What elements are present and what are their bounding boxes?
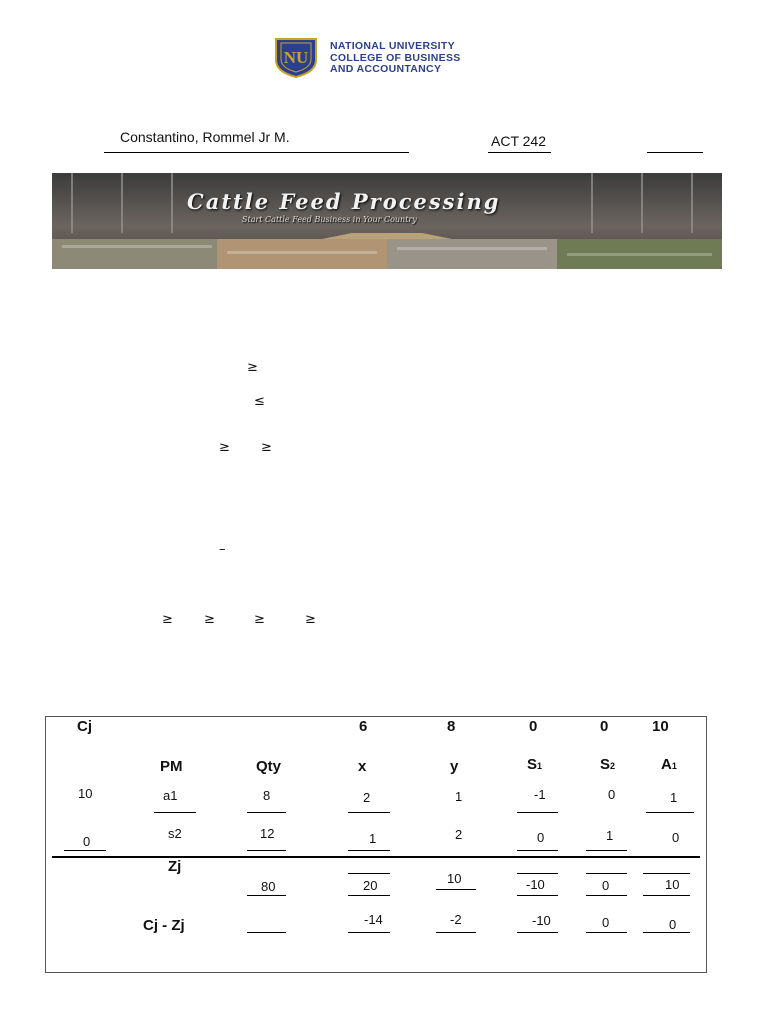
var-letter: A [661,756,672,773]
row-cj: 10 [78,786,93,801]
var-letter: S [527,756,538,773]
cj-value: 8 [447,718,456,735]
pm-header: PM [160,758,183,775]
cj-value: 0 [600,718,609,735]
cell-underline [247,895,286,896]
var-subscript: 1 [671,761,677,771]
ge-symbol: ≥ [162,612,173,627]
cell-underline [517,873,558,874]
zj-qty: 80 [261,879,276,894]
cell-underline [517,812,558,813]
blank-underline [647,152,703,153]
cell-underline [586,932,627,933]
cell-underline [348,873,390,874]
cell-underline [247,850,286,851]
zj-val: 10 [665,877,680,892]
cell-underline [348,812,390,813]
cj-zj-val: -14 [364,912,383,927]
zj-val: 20 [363,878,378,893]
row-val: 0 [537,830,545,845]
cell-underline [586,873,627,874]
cell-underline [646,812,694,813]
var-subscript: 1 [537,761,543,771]
course-underline [488,152,551,153]
row-val: 1 [606,828,614,843]
row-val: 1 [670,790,678,805]
cell-underline [348,895,390,896]
dash-symbol: – [219,542,226,557]
row-val: 2 [455,827,463,842]
ge-symbol: ≥ [204,612,215,627]
row-val: -1 [534,787,546,802]
cell-underline [643,932,690,933]
var-header-x: x [358,758,367,775]
college-line-2: AND ACCOUNTANCY [330,63,442,75]
cell-underline [586,895,627,896]
student-name: Constantino, Rommel Jr M. [120,129,290,145]
var-header-s1 [527,756,542,773]
cj-zj-val: -2 [450,912,462,927]
row-val: 2 [363,790,371,805]
banner-subtitle: Start Cattle Feed Business in Your Country [242,215,417,224]
cj-label: Cj [77,718,92,735]
svg-text:NU: NU [283,48,309,67]
var-subscript: 2 [610,761,616,771]
qty-header: Qty [256,758,282,775]
university-seal-logo [272,36,320,78]
cell-underline [586,850,627,851]
cell-underline [348,932,390,933]
zj-val: 10 [447,871,462,886]
row-val: 1 [455,789,463,804]
ge-symbol: ≥ [305,612,316,627]
var-header-y: y [450,758,459,775]
le-symbol: ≤ [254,394,265,409]
cell-underline [436,889,476,890]
cj-value: 6 [359,718,368,735]
row-pm: a1 [163,788,178,803]
row-val: 0 [608,787,616,802]
var-header-a1 [661,756,677,773]
ge-symbol: ≥ [261,440,272,455]
cell-underline [517,895,558,896]
cell-underline [64,850,106,851]
university-name: NATIONAL UNIVERSITY [330,40,455,52]
cattle-feed-banner [52,173,722,269]
cj-zj-val: 0 [669,917,677,932]
cell-underline [348,850,390,851]
ge-symbol: ≥ [219,440,230,455]
cell-underline [643,873,690,874]
college-line-1: COLLEGE OF BUSINESS [330,51,461,64]
row-pm: s2 [168,826,182,841]
var-header-s2 [600,756,615,773]
cell-underline [247,812,286,813]
cj-zj-label: Cj - Zj [143,917,185,934]
ge-symbol: ≥ [254,612,265,627]
cell-underline [154,812,196,813]
table-separator [52,856,700,858]
row-val: 1 [369,831,377,846]
cj-zj-val: -10 [532,913,551,928]
cell-underline [517,850,558,851]
var-letter: S [600,756,611,773]
name-underline [104,152,409,153]
course-code: ACT 242 [491,133,546,149]
cell-underline [517,932,558,933]
row-qty: 8 [263,788,271,803]
row-qty: 12 [260,826,275,841]
cj-value: 10 [652,718,669,735]
zj-val: -10 [526,877,545,892]
row-cj: 0 [83,834,91,849]
cell-underline [643,895,690,896]
zj-val: 0 [602,878,610,893]
cj-value: 0 [529,718,538,735]
ge-symbol: ≥ [247,360,258,375]
cell-underline [247,932,286,933]
cell-underline [436,932,476,933]
cj-zj-val: 0 [602,915,610,930]
banner-title: Cattle Feed Processing [187,189,501,214]
row-val: 0 [672,830,680,845]
zj-label: Zj [168,858,182,875]
college-name [330,41,461,76]
